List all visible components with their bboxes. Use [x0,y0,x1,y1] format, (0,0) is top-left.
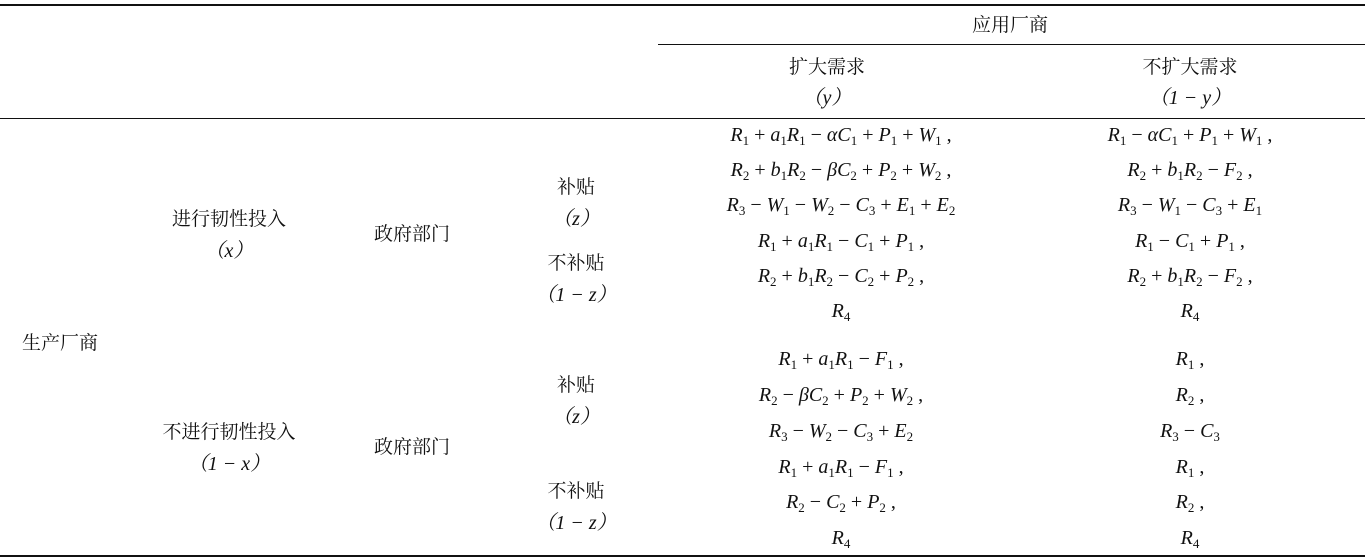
expand-payoff-cell: $R_2 - \beta C_2 + P_2 + W_2$ , [758,384,924,408]
header-span-rule [658,44,1365,45]
header-expand-demand: 扩大需求 [788,56,866,78]
row-invest-nosubsidy: 不补贴 [547,252,605,274]
expand-payoff-cell: $R_3 - W_2 - C_3 + E_2$ [768,420,914,444]
row-noinvest-gov: 政府部门 [373,436,451,458]
row-noinvest-var: （1 − x） [187,453,271,475]
table-top-rule [0,4,1365,6]
noexpand-payoff-cell: $R_4$ [1180,300,1200,324]
expand-payoff-cell: $R_1 + a_1R_1 - C_1 + P_1$ , [757,230,925,254]
expand-payoff-cell: $R_2 + b_1R_2 - C_2 + P_2$ , [757,265,925,289]
expand-payoff-cell: $R_2 - C_2 + P_2$ , [786,491,896,515]
expand-payoff-cell: $R_2 + b_1R_2 - \beta C_2 + P_2 + W_2$ , [730,159,952,183]
noexpand-payoff-cell: $R_2 + b_1R_2 - F_2$ , [1127,265,1253,289]
header-noexpand-demand: 不扩大需求 [1142,56,1238,78]
header-noexpand-var: （1 − y） [1148,87,1232,109]
expand-payoff-cell: $R_1 + a_1R_1 - \alpha C_1 + P_1 + W_1$ , [730,124,952,148]
expand-payoff-cell: $R_1 + a_1R_1 - F_1$ , [778,348,904,372]
noexpand-payoff-cell: $R_2$ , [1175,384,1205,408]
row-invest-subsidy: 补贴 [556,176,596,198]
header-client-vendor: 应用厂商 [971,14,1049,36]
row-invest-var: （x） [204,240,254,262]
expand-payoff-cell: $R_4$ [831,300,851,324]
noexpand-payoff-cell: $R_1 - C_1 + P_1$ , [1135,230,1245,254]
noexpand-payoff-cell: $R_4$ [1180,527,1200,551]
noexpand-payoff-cell: $R_1 - \alpha C_1 + P_1 + W_1$ , [1107,124,1273,148]
row-invest-subsidy-var: （z） [552,208,600,230]
row-invest-nosubsidy-var: （1 − z） [535,284,617,306]
expand-payoff-cell: $R_3 - W_1 - W_2 - C_3 + E_1 + E_2$ [726,194,956,218]
noexpand-payoff-cell: $R_1$ , [1175,456,1205,480]
row-noinvest-label: 不进行韧性投入 [162,421,296,443]
row-noinvest-subsidy: 补贴 [556,374,596,396]
noexpand-payoff-cell: $R_3 - C_3$ [1160,420,1220,444]
header-expand-var: （y） [802,87,852,109]
row-noinvest-subsidy-var: （z） [552,406,600,428]
header-bottom-rule [0,118,1365,119]
expand-payoff-cell: $R_4$ [831,527,851,551]
expand-payoff-cell: $R_1 + a_1R_1 - F_1$ , [778,456,904,480]
table-bottom-rule [0,555,1365,557]
noexpand-payoff-cell: $R_3 - W_1 - C_3 + E_1$ [1117,194,1263,218]
row-invest-label: 进行韧性投入 [171,208,287,230]
noexpand-payoff-cell: $R_2 + b_1R_2 - F_2$ , [1127,159,1253,183]
row-noinvest-nosubsidy: 不补贴 [547,480,605,502]
row-noinvest-nosubsidy-var: （1 − z） [535,512,617,534]
row-invest-gov: 政府部门 [373,223,451,245]
row-group-producer: 生产厂商 [22,332,99,354]
noexpand-payoff-cell: $R_1$ , [1175,348,1205,372]
noexpand-payoff-cell: $R_2$ , [1175,491,1205,515]
